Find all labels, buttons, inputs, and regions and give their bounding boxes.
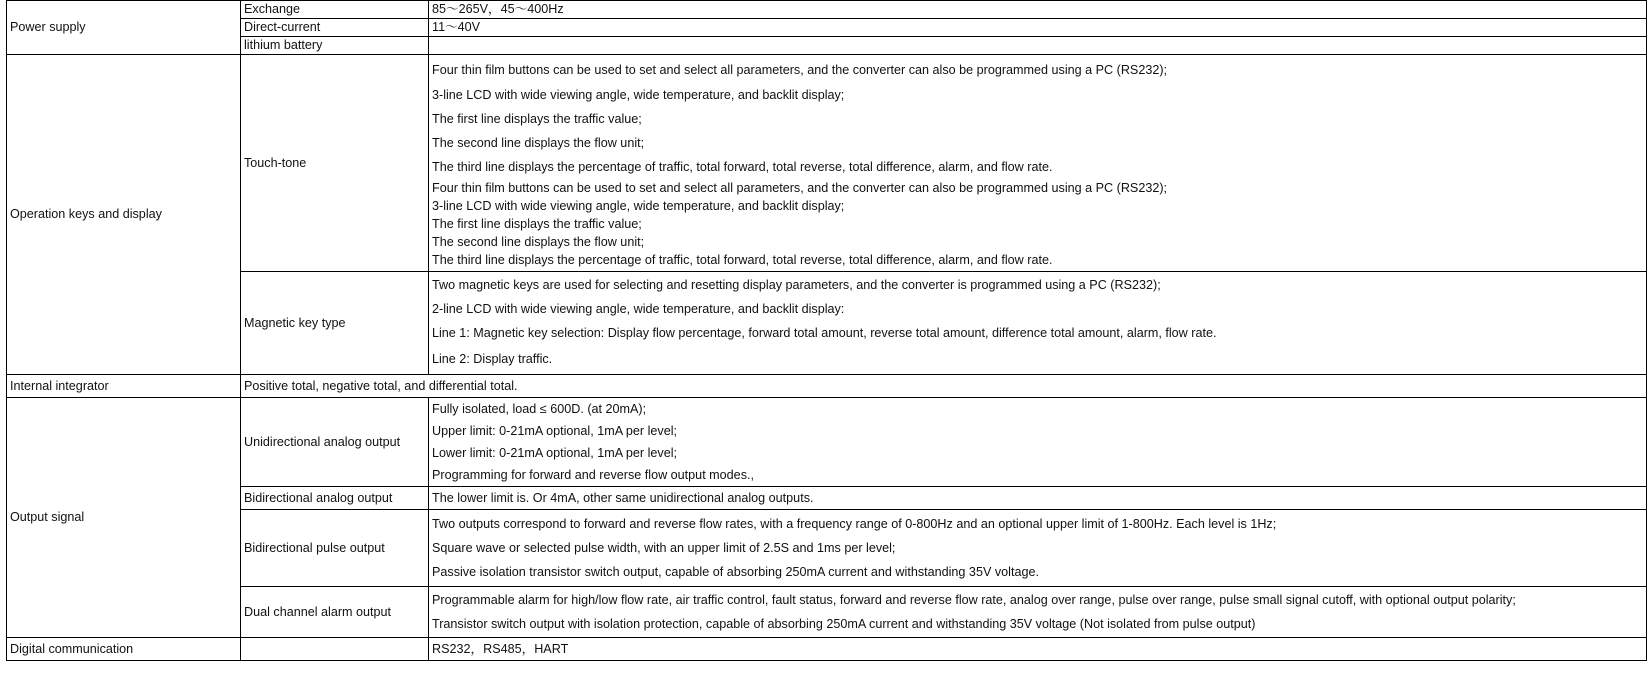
table-row [7, 375, 1647, 398]
sub-label: Dual channel alarm output [241, 587, 429, 638]
text-line: 2-line LCD with wide viewing angle, wide temperature, and backlit display: [432, 302, 845, 316]
text-line: Four thin film buttons can be used to set and select all parameters, and the converter can also be programmed using a PC (RS232); [432, 63, 1168, 77]
text-line: Upper limit: 0-21mA optional, 1mA per level; [432, 424, 677, 438]
text-line: The third line displays the percentage of traffic, total forward, total reverse, total difference, alarm, and flow rate. [432, 160, 1053, 174]
value-cell [429, 510, 1647, 587]
value-cell [429, 37, 1647, 55]
sub-label: Touch-tone [241, 55, 429, 272]
operation-label: Operation keys and display [7, 55, 241, 375]
table-row [7, 272, 1647, 375]
text-line: The first line displays the traffic value; [432, 217, 642, 231]
sub-label: Unidirectional analog output [241, 398, 429, 487]
sub-label: Magnetic key type [241, 272, 429, 375]
text-line: Passive isolation transistor switch output, capable of absorbing 250mA current and withstanding 35V voltage. [432, 565, 1039, 579]
text-line: 3-line LCD with wide viewing angle, wide temperature, and backlit display; [432, 199, 845, 213]
output-signal-label: Output signal [7, 398, 241, 638]
value-cell: The lower limit is. Or 4mA, other same unidirectional analog outputs. [429, 487, 1647, 510]
text-line: Transistor switch output with isolation protection, capable of absorbing 250mA current and withstanding 35V voltage (Not isolated from pulse output) [432, 617, 1256, 631]
text-line: The second line displays the flow unit; [432, 235, 645, 249]
value-cell: 11～40V [429, 19, 1647, 37]
text-line: The third line displays the percentage of traffic, total forward, total reverse, total difference, alarm, and flow rate. [432, 253, 1053, 267]
integrator-label: Internal integrator [7, 375, 241, 398]
table-row [7, 37, 1647, 55]
value-cell: Positive total, negative total, and differential total. [241, 375, 1647, 398]
text-line: 3-line LCD with wide viewing angle, wide temperature, and backlit display; [432, 88, 845, 102]
text-line: Line 2: Display traffic. [432, 352, 553, 366]
spec-table [6, 0, 1647, 661]
sub-label: Exchange [241, 1, 429, 19]
text-line: The second line displays the flow unit; [432, 136, 645, 150]
value-cell [429, 272, 1647, 375]
table-row [7, 55, 1647, 272]
text-line: Programmable alarm for high/low flow rate, air traffic control, fault status, forward and reverse flow rate, analog over range, pulse over range, pulse small signal cutoff, with optional output polarity; [432, 593, 1516, 607]
table-row [7, 398, 1647, 487]
value-cell [429, 587, 1647, 638]
sub-label: Direct-current [241, 19, 429, 37]
text-line: Line 1: Magnetic key selection: Display flow percentage, forward total amount, reverse total amount, difference total amount, alarm, flow rate. [432, 326, 1217, 340]
power-supply-label: Power supply [7, 1, 241, 55]
sub-label [241, 638, 429, 661]
text-line: Fully isolated, load ≤ 600D. (at 20mA); [432, 402, 647, 416]
sub-label: Bidirectional pulse output [241, 510, 429, 587]
value-cell [429, 398, 1647, 487]
table-row [7, 510, 1647, 587]
value-cell [429, 55, 1647, 272]
text-line: Square wave or selected pulse width, with an upper limit of 2.5S and 1ms per level; [432, 541, 896, 555]
text-line: Two outputs correspond to forward and reverse flow rates, with a frequency range of 0-800Hz and an optional upper limit of 1-800Hz. Each level is 1Hz; [432, 517, 1277, 531]
sub-label: lithium battery [241, 37, 429, 55]
text-line: Lower limit: 0-21mA optional, 1mA per level; [432, 446, 677, 460]
table-row [7, 587, 1647, 638]
digital-communication-label: Digital communication [7, 638, 241, 661]
value-cell: 85～265V，45～400Hz [429, 1, 1647, 19]
table-row [7, 487, 1647, 510]
sub-label: Bidirectional analog output [241, 487, 429, 510]
value-cell: RS232，RS485，HART [429, 638, 1647, 661]
text-line: Programming for forward and reverse flow output modes., [432, 468, 754, 482]
text-line: Four thin film buttons can be used to set and select all parameters, and the converter can also be programmed using a PC (RS232); [432, 181, 1168, 195]
table-row [7, 19, 1647, 37]
table-row [7, 638, 1647, 661]
table-row [7, 1, 1647, 19]
text-line: The first line displays the traffic value; [432, 112, 642, 126]
text-line: Two magnetic keys are used for selecting and resetting display parameters, and the converter is programmed using a PC (RS232); [432, 278, 1161, 292]
